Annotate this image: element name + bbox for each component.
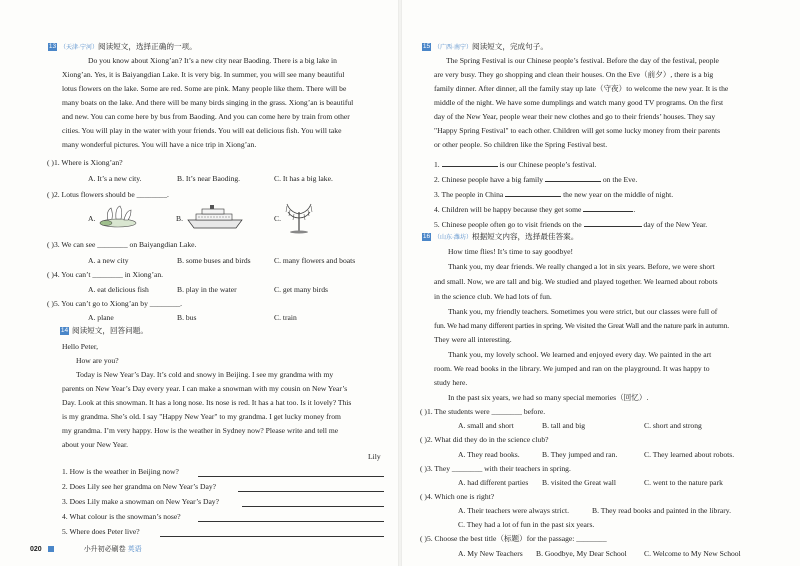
option-b: B. bus xyxy=(177,313,197,322)
answer-question-2: 2. Does Lily see her grandma on New Year’s Day? xyxy=(62,482,217,491)
option-b: B. They read books and painted in the library. xyxy=(592,506,731,515)
passage-line: "Happy Spring Festival" to each other. Children will get some lucky money from their parents xyxy=(434,126,721,135)
section-15-heading: 15 （广西·南宁）阅读短文，完成句子。 xyxy=(422,42,548,51)
question-1: ( )1. Where is Xiong’an? xyxy=(47,158,123,167)
passage-line: Do you know about Xiong’an? It’s a new city near Baoding. There is a big lake in xyxy=(88,56,337,65)
option-c: C. many flowers and boats xyxy=(274,256,356,265)
option-b: B. It’s near Baoding. xyxy=(177,174,241,183)
option-a: A. They read books. xyxy=(458,450,520,459)
question-4: ( )4. You can’t ________ in Xiong’an. xyxy=(47,270,164,279)
fill-blank[interactable] xyxy=(442,158,498,167)
option-a: A. a new city xyxy=(88,256,129,265)
passage-line: room. We read books in the library. We jumped and ran on the playground. It was happy to xyxy=(434,364,710,373)
sentence-1: 1. is our Chinese people’s festival. xyxy=(434,160,597,169)
passage-line: many wonderful pictures. You will have a nice trip in Xiong’an. xyxy=(62,140,257,149)
letter-line: about your New Year. xyxy=(62,440,129,449)
passage-line: day of the New Year, people wear their new clothes and go to their friends’ houses. They say xyxy=(434,112,716,121)
question-3: ( )3. We can see ________ on Baiyangdian Lake. xyxy=(47,240,197,249)
letter-line: is my grandma. She’s old. I say "Happy New Year" to my grandma. I get lucky money from xyxy=(62,412,341,421)
sentence-3: 3. The people in China the new year on the middle of night. xyxy=(434,190,674,199)
letter-signature: Lily xyxy=(368,452,381,461)
fill-blank[interactable] xyxy=(505,188,561,197)
sentence-4: 4. Children will be happy because they get some . xyxy=(434,205,636,214)
letter-line: my grandma. I’m very happy. How is the weather in Sydney now? Please write and tell me xyxy=(62,426,339,435)
section-number: 13 xyxy=(48,43,57,51)
letter-line: How are you? xyxy=(76,356,119,365)
passage-line: study here. xyxy=(434,378,468,387)
question-5: ( )5. Choose the best title（标题）for the passage: ________ xyxy=(420,534,607,543)
passage-line: Xiong’an. Yes, it is Baiyangdian Lake. It is very big. In summer, you will see many beautiful xyxy=(62,70,345,79)
option-c: C. Welcome to My New School xyxy=(644,549,741,558)
passage-line: are very busy. They go shopping and clean their houses. On the Eve（前夕）, there is a big xyxy=(434,70,714,79)
answer-line[interactable] xyxy=(160,536,384,537)
answer-question-3: 3. Does Lily make a snowman on New Year’s Day? xyxy=(62,497,219,506)
passage-line: and small. Now, we are tall and big. We studied and played together. We learned about robots xyxy=(434,277,718,286)
answer-question-1: 1. How is the weather in Beijing now? xyxy=(62,467,179,476)
answer-line[interactable] xyxy=(198,476,384,477)
passage-line: cities. You will play in the water with your friends. You will eat delicious fish. You will take xyxy=(62,126,342,135)
option-a: A. plane xyxy=(88,313,114,322)
question-2: ( )2. Lotus flowers should be ________. xyxy=(47,190,169,199)
answer-line[interactable] xyxy=(198,521,384,522)
fill-blank[interactable] xyxy=(583,203,633,212)
question-3: ( )3. They ________ with their teachers in spring. xyxy=(420,464,571,473)
passage-line: middle of the night. We have some dumplings and watch many good TV programs. On the first xyxy=(434,98,724,107)
section-16-heading: 16 （山东·潍坊）根据短文内容，选择最佳答案。 xyxy=(422,232,579,241)
page-footer xyxy=(30,544,142,554)
option-c: C. get many birds xyxy=(274,285,328,294)
sentence-5: 5. Chinese people often go to visit friends on the day of the New Year. xyxy=(434,220,708,229)
question-5: ( )5. You can’t go to Xiong’an by ________. xyxy=(47,299,183,308)
option-b: B. tall and big xyxy=(542,421,586,430)
passage-line: in the science club. We had lots of fun. xyxy=(434,292,552,301)
fill-blank[interactable] xyxy=(545,173,601,182)
answer-line[interactable] xyxy=(242,506,384,507)
option-a: A. xyxy=(88,214,96,223)
option-c: C. They had a lot of fun in the past six years. xyxy=(458,520,595,529)
option-a: A. had different parties xyxy=(458,478,529,487)
question-1: ( )1. The students were ________ before. xyxy=(420,407,546,416)
passage-line: The Spring Festival is our Chinese people’s festival. Before the day of the festival, people xyxy=(446,56,719,65)
section-number: 15 xyxy=(422,43,431,51)
option-c: C. They learned about robots. xyxy=(644,450,735,459)
option-c: C. train xyxy=(274,313,297,322)
section-14-heading: 14 阅读短文，回答问题。 xyxy=(60,326,148,335)
book-title: 小升初必刷卷 xyxy=(83,546,126,553)
bird-tree-image xyxy=(284,202,314,234)
letter-line: parents on New Year’s Day every year. I can make a snowman with my cousin on New Year’s xyxy=(62,384,348,393)
option-c: C. went to the nature park xyxy=(644,478,723,487)
passage-line: family dinner. After dinner, all the family stay up late（守夜）to welcome the new year. It is the xyxy=(434,84,729,93)
option-a: A. Their teachers were always strict. xyxy=(458,506,569,515)
boat-image xyxy=(186,204,244,230)
option-b: B. Goodbye, My Dear School xyxy=(536,549,627,558)
page-marker-icon xyxy=(48,546,54,552)
passage-line: fun. We had many different parties in spring. We visited the Great Wall and the nature park in autumn. xyxy=(434,321,730,330)
option-c: C. xyxy=(274,214,281,223)
option-c: C. It has a big lake. xyxy=(274,174,333,183)
letter-line: Day. Look at this snowman. It has a long nose. Its nose is red. It has a hat too. Is it lovely? This xyxy=(62,398,352,407)
option-b: B. play in the water xyxy=(177,285,237,294)
subject-label: 英语 xyxy=(127,546,142,553)
passage-line: Thank you, my lovely school. We learned and enjoyed every day. We painted in the art xyxy=(448,350,712,359)
option-b: B. xyxy=(176,214,183,223)
answer-question-4: 4. What colour is the snowman’s nose? xyxy=(62,512,181,521)
passage-line: or other people. So children like the Spring Festival best. xyxy=(434,140,608,149)
passage-line: They were all interesting. xyxy=(434,335,512,344)
passage-line: lotus flowers on the lake. Some are red. Some are pink. Many people like them. There will be xyxy=(62,84,347,93)
section-number: 16 xyxy=(422,233,431,241)
sentence-2: 2. Chinese people have a big family on the Eve. xyxy=(434,175,638,184)
option-a: A. eat delicious fish xyxy=(88,285,149,294)
passage-line: Thank you, my dear friends. We really changed a lot in six years. Before, we were short xyxy=(448,262,715,271)
page-number: 020 xyxy=(30,546,42,553)
question-2: ( )2. What did they do in the science club? xyxy=(420,435,549,444)
passage-line: many boats on the lake. And there will be many birds singing in the grass. Xiong’an is beautiful xyxy=(62,98,354,107)
answer-line[interactable] xyxy=(238,491,384,492)
letter-line: Today is New Year’s Day. It’s cold and snowy in Beijing. I see my grandma with my xyxy=(76,370,334,379)
passage-line: and new. You can come here by bus from Baoding. And you can come here by train from other xyxy=(62,112,350,121)
section-13-heading: 13 （天津·宁河）阅读短文，选择正确的一项。 xyxy=(48,42,197,51)
option-c: C. short and strong xyxy=(644,421,702,430)
option-a: A. small and short xyxy=(458,421,514,430)
option-b: B. visited the Great wall xyxy=(542,478,617,487)
passage-line: In the past six years, we had so many special memories（回忆）. xyxy=(448,393,649,402)
question-4: ( )4. Which one is right? xyxy=(420,492,495,501)
right-page xyxy=(400,0,800,566)
fill-blank[interactable] xyxy=(584,218,642,227)
answer-question-5: 5. Where does Peter live? xyxy=(62,527,140,536)
letter-greeting: Hello Peter, xyxy=(62,342,98,351)
option-b: B. some buses and birds xyxy=(177,256,251,265)
option-a: A. My New Teachers xyxy=(458,549,523,558)
lotus-flower-image xyxy=(98,205,138,229)
passage-line: How time flies! It’s time to say goodbye! xyxy=(448,247,574,256)
section-number: 14 xyxy=(60,327,69,335)
option-b: B. They jumped and ran. xyxy=(542,450,618,459)
passage-line: Thank you, my friendly teachers. Sometimes you were strict, but our classes were full of xyxy=(448,307,718,316)
option-a: A. It’s a new city. xyxy=(88,174,142,183)
